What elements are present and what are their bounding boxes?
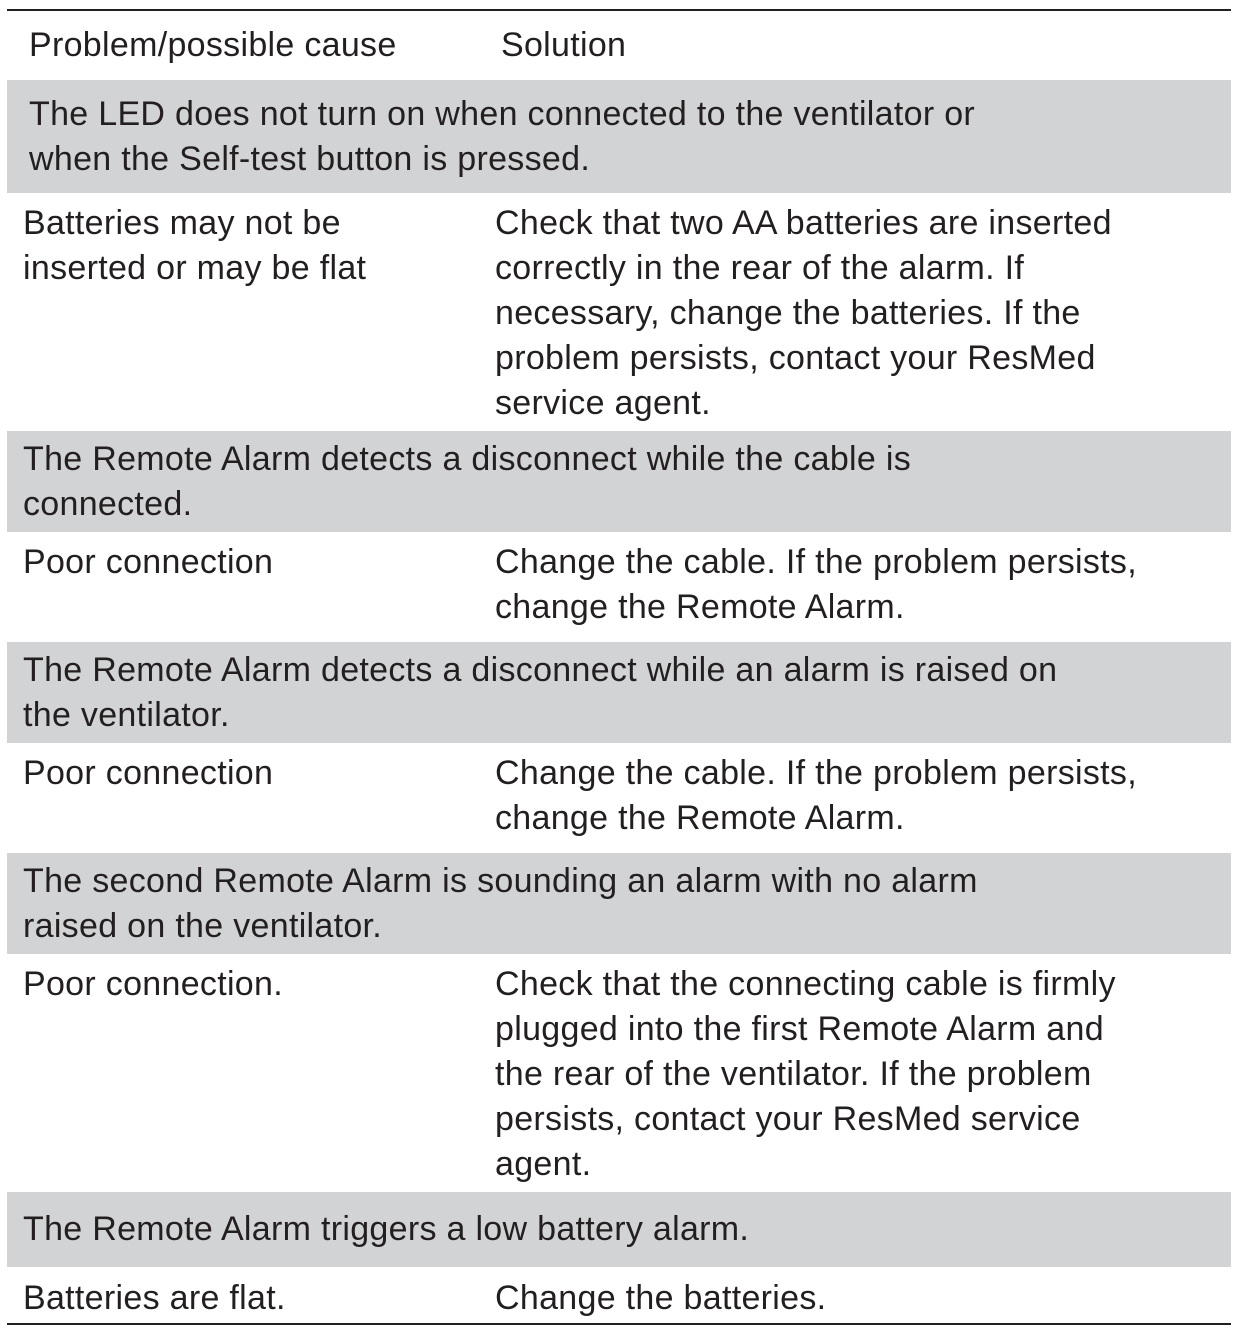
- section-title-line: The Remote Alarm detects a disconnect while an alarm is raised on: [23, 651, 1058, 689]
- solution-line: plugged into the first Remote Alarm and: [495, 1010, 1104, 1048]
- table-header-row: [7, 23, 1231, 69]
- table-row: [7, 201, 1231, 427]
- cause-cell: [23, 540, 483, 585]
- solution-line: the rear of the ventilator. If the problem: [495, 1055, 1092, 1093]
- solution-line: persists, contact your ResMed service: [495, 1100, 1081, 1138]
- solution-line: correctly in the rear of the alarm. If: [495, 249, 1025, 287]
- cause-cell: [23, 1276, 483, 1321]
- cause-cell: [23, 751, 483, 796]
- table-row: [7, 962, 1231, 1188]
- solution-line: Check that two AA batteries are inserted: [495, 204, 1112, 242]
- solution-cell: [495, 962, 1215, 1187]
- section-title-line: The second Remote Alarm is sounding an alarm with no alarm: [23, 862, 978, 900]
- solution-cell: [495, 751, 1215, 841]
- solution-line: necessary, change the batteries. If the: [495, 294, 1081, 332]
- section-title-band: [7, 853, 1231, 954]
- section-title-line: The LED does not turn on when connected to the ventilator or: [29, 95, 976, 133]
- cause-line: Poor connection.: [23, 965, 283, 1003]
- cause-line: Batteries are flat.: [23, 1279, 286, 1317]
- solution-line: agent.: [495, 1145, 592, 1183]
- solution-line: Change the batteries.: [495, 1279, 827, 1317]
- section-title-band: [7, 642, 1231, 743]
- table-row: [7, 540, 1231, 636]
- section-title-line: raised on the ventilator.: [23, 907, 383, 945]
- cause-line: Batteries may not be: [23, 204, 341, 242]
- cause-cell: [23, 201, 483, 291]
- header-problem: Problem/possible cause: [29, 26, 397, 64]
- table-top-rule: [7, 9, 1231, 11]
- section-title-line: The Remote Alarm detects a disconnect while the cable is: [23, 440, 912, 478]
- section-title-line: the ventilator.: [23, 696, 230, 734]
- section-title-line: The Remote Alarm triggers a low battery alarm.: [23, 1210, 750, 1248]
- section-title-band: [7, 80, 1231, 193]
- section-title-band: [7, 431, 1231, 532]
- table-row: [7, 1276, 1231, 1322]
- cause-cell: [23, 962, 483, 1007]
- table-bottom-rule: [7, 1323, 1231, 1325]
- solution-cell: [495, 1276, 1215, 1321]
- header-solution: Solution: [501, 26, 627, 64]
- cause-line: Poor connection: [23, 754, 274, 792]
- solution-line: problem persists, contact your ResMed: [495, 339, 1096, 377]
- solution-line: Change the cable. If the problem persists,: [495, 543, 1137, 581]
- section-title-line: when the Self-test button is pressed.: [29, 140, 591, 178]
- solution-cell: [495, 201, 1215, 426]
- solution-line: Check that the connecting cable is firmly: [495, 965, 1116, 1003]
- section-title-band: [7, 1192, 1231, 1267]
- section-title-line: connected.: [23, 485, 193, 523]
- table-row: [7, 751, 1231, 847]
- solution-line: service agent.: [495, 384, 711, 422]
- solution-cell: [495, 540, 1215, 630]
- cause-line: Poor connection: [23, 543, 274, 581]
- solution-line: change the Remote Alarm.: [495, 588, 905, 626]
- solution-line: change the Remote Alarm.: [495, 799, 905, 837]
- cause-line: inserted or may be flat: [23, 249, 367, 287]
- solution-line: Change the cable. If the problem persists,: [495, 754, 1137, 792]
